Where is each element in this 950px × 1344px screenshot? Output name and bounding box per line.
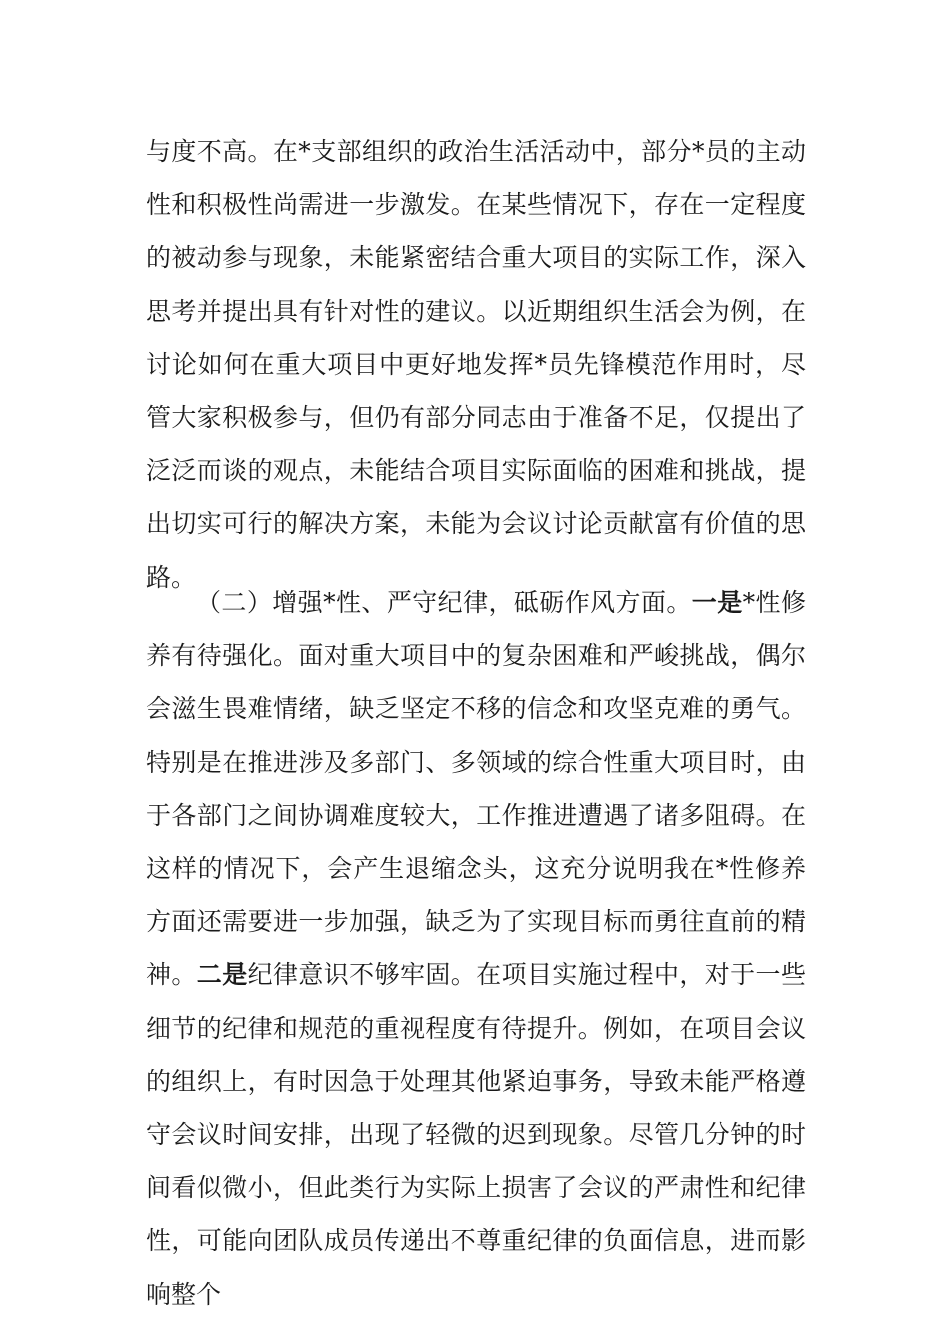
point-2-marker: 二是	[196, 960, 248, 990]
paragraph-1-text: 与度不高。在*支部组织的政治生活活动中，部分*员的主动性和积极性尚需进一步激发。在某些情况下，存在一定程度的被动参与现象，未能紧密结合重大项目的实际工作，深入思考并提出具有针对性的建议。以近期组织生活会为例，在讨论如何在重大项目中更好地发挥*员先锋模范作用时，尽管大家积极参与，但仍有部分同志由于准备不足，仅提出了泛泛而谈的观点，未能结合项目实际面临的困难和挑战，提出切实可行的解决方案，未能为会议讨论贡献富有价值的思路。	[146, 137, 806, 592]
section-heading: （二）增强*性、严守纪律，砥砺作风方面。	[196, 588, 692, 617]
paragraph-party-spirit-discipline	[146, 576, 806, 1321]
point-1-marker: 一是	[691, 588, 743, 617]
paragraph-party-life-participation	[146, 125, 806, 604]
point-1-text: *性修养有待强化。面对重大项目中的复杂困难和严峻挑战，偶尔会滋生畏难情绪，缺乏坚定不移的信念和攻坚克难的勇气。特别是在推进涉及多部门、多领域的综合性重大项目时，由于各部门之间协调难度较大，工作推进遭遇了诸多阻碍。在这样的情况下，会产生退缩念头，这充分说明我在*性修养方面还需要进一步加强，缺乏为了实现目标而勇往直前的精神。	[146, 588, 806, 990]
point-2-text: 纪律意识不够牢固。在项目实施过程中，对于一些细节的纪律和规范的重视程度有待提升。例如，在项目会议的组织上，有时因急于处理其他紧迫事务，导致未能严格遵守会议时间安排，出现了轻微的迟到现象。尽管几分钟的时间看似微小，但此类行为实际上损害了会议的严肃性和纪律性，可能向团队成员传递出不尊重纪律的负面信息，进而影响整个	[146, 960, 806, 1309]
